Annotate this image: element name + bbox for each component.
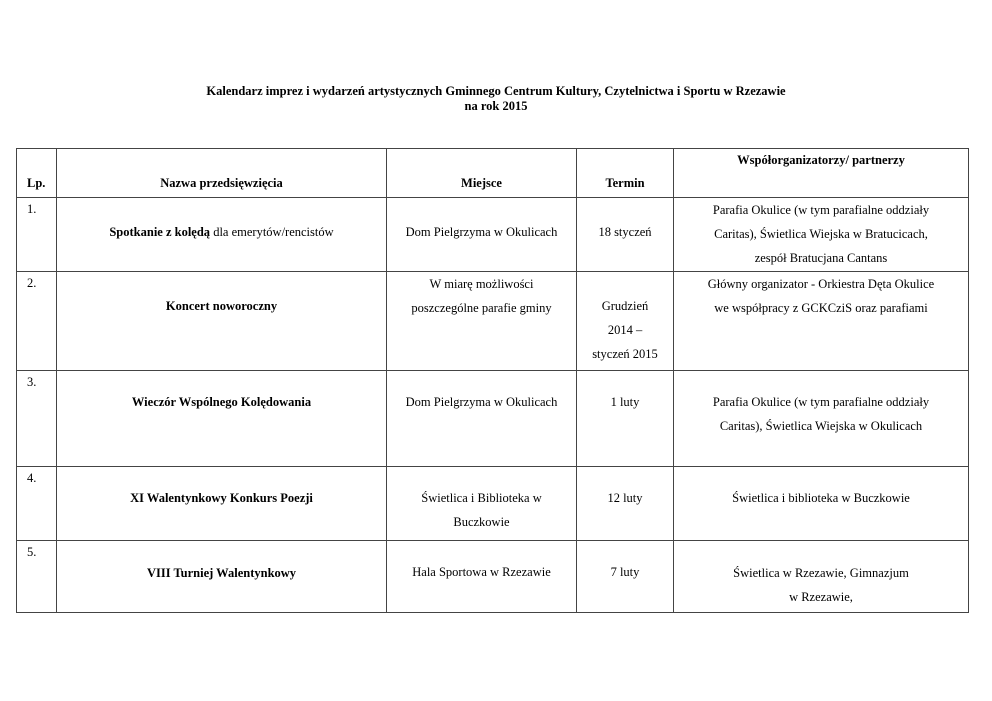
place-line: poszczególne parafie gminy (411, 301, 552, 315)
event-date (577, 198, 674, 272)
header-date: Termin (577, 149, 674, 198)
event-name (57, 272, 387, 371)
event-name-bold: Spotkanie z kolędą (109, 225, 211, 239)
header-place: Miejsce (387, 149, 577, 198)
event-name (57, 371, 387, 467)
event-name-bold: Koncert noworoczny (165, 299, 278, 313)
event-partners (674, 272, 969, 371)
event-name-bold: Wieczór Wspólnego Kolędowania (131, 395, 312, 409)
row-number: 3. (17, 371, 57, 467)
event-date (577, 467, 674, 541)
row-number: 4. (17, 467, 57, 541)
partners-line: Caritas), Świetlica Wiejska w Okulicach (719, 419, 923, 433)
date-line: 1 luty (610, 395, 640, 409)
date-line: 2014 – (607, 323, 643, 337)
date-line: 18 styczeń (598, 225, 652, 239)
event-place (387, 198, 577, 272)
date-line: 7 luty (610, 565, 640, 579)
place-line: Świetlica i Biblioteka w (421, 491, 542, 505)
partners-line: Świetlica i biblioteka w Buczkowie (732, 491, 910, 505)
event-place (387, 371, 577, 467)
table-row (17, 371, 969, 467)
event-partners (674, 467, 969, 541)
date-line: 12 luty (607, 491, 643, 505)
document-title (0, 84, 992, 114)
date-line: Grudzień (601, 299, 649, 313)
partners-line: Świetlica w Rzezawie, Gimnazjum (733, 566, 909, 580)
header-partners: Współorganizatorzy/ partnerzy (674, 149, 969, 198)
event-name-rest: dla emerytów/rencistów (210, 225, 334, 239)
partners-line: we współpracy z GCKCziS oraz parafiami (714, 301, 928, 315)
partners-line: Główny organizator - Orkiestra Dęta Okulice (707, 277, 935, 291)
partners-line: Parafia Okulice (w tym parafialne oddziały (712, 395, 930, 409)
place-line: W miarę możliwości (429, 277, 534, 291)
place-line: Buczkowie (453, 515, 510, 529)
table-header-row (17, 149, 969, 198)
partners-line: Parafia Okulice (w tym parafialne oddziały (712, 203, 930, 217)
event-name-bold: VIII Turniej Walentynkowy (146, 566, 297, 580)
table-row (17, 198, 969, 272)
row-number: 5. (17, 541, 57, 613)
table-row (17, 467, 969, 541)
event-partners (674, 541, 969, 613)
row-number: 1. (17, 198, 57, 272)
place-line: Hala Sportowa w Rzezawie (412, 565, 551, 579)
event-name (57, 467, 387, 541)
event-partners (674, 371, 969, 467)
event-date (577, 541, 674, 613)
table-row (17, 272, 969, 371)
header-lp: Lp. (17, 149, 57, 198)
partners-line: w Rzezawie, (789, 590, 853, 604)
partners-line: zespół Bratucjana Cantans (754, 251, 888, 265)
event-name (57, 198, 387, 272)
event-date (577, 272, 674, 371)
row-number: 2. (17, 272, 57, 371)
event-place (387, 541, 577, 613)
title-line-2: na rok 2015 (464, 99, 528, 113)
event-place (387, 467, 577, 541)
header-name: Nazwa przedsięwzięcia (57, 149, 387, 198)
events-table (16, 148, 969, 613)
event-name-bold: XI Walentynkowy Konkurs Poezji (130, 491, 313, 505)
event-partners (674, 198, 969, 272)
title-line-1: Kalendarz imprez i wydarzeń artystycznych Gminnego Centrum Kultury, Czytelnictwa i Sportu w Rzezawie (206, 84, 786, 98)
event-name (57, 541, 387, 613)
partners-line: Caritas), Świetlica Wiejska w Bratucicach, (714, 227, 928, 241)
place-line: Dom Pielgrzyma w Okulicach (405, 225, 558, 239)
place-line: Dom Pielgrzyma w Okulicach (405, 395, 558, 409)
event-place (387, 272, 577, 371)
table-row (17, 541, 969, 613)
date-line: styczeń 2015 (592, 347, 658, 361)
event-date (577, 371, 674, 467)
